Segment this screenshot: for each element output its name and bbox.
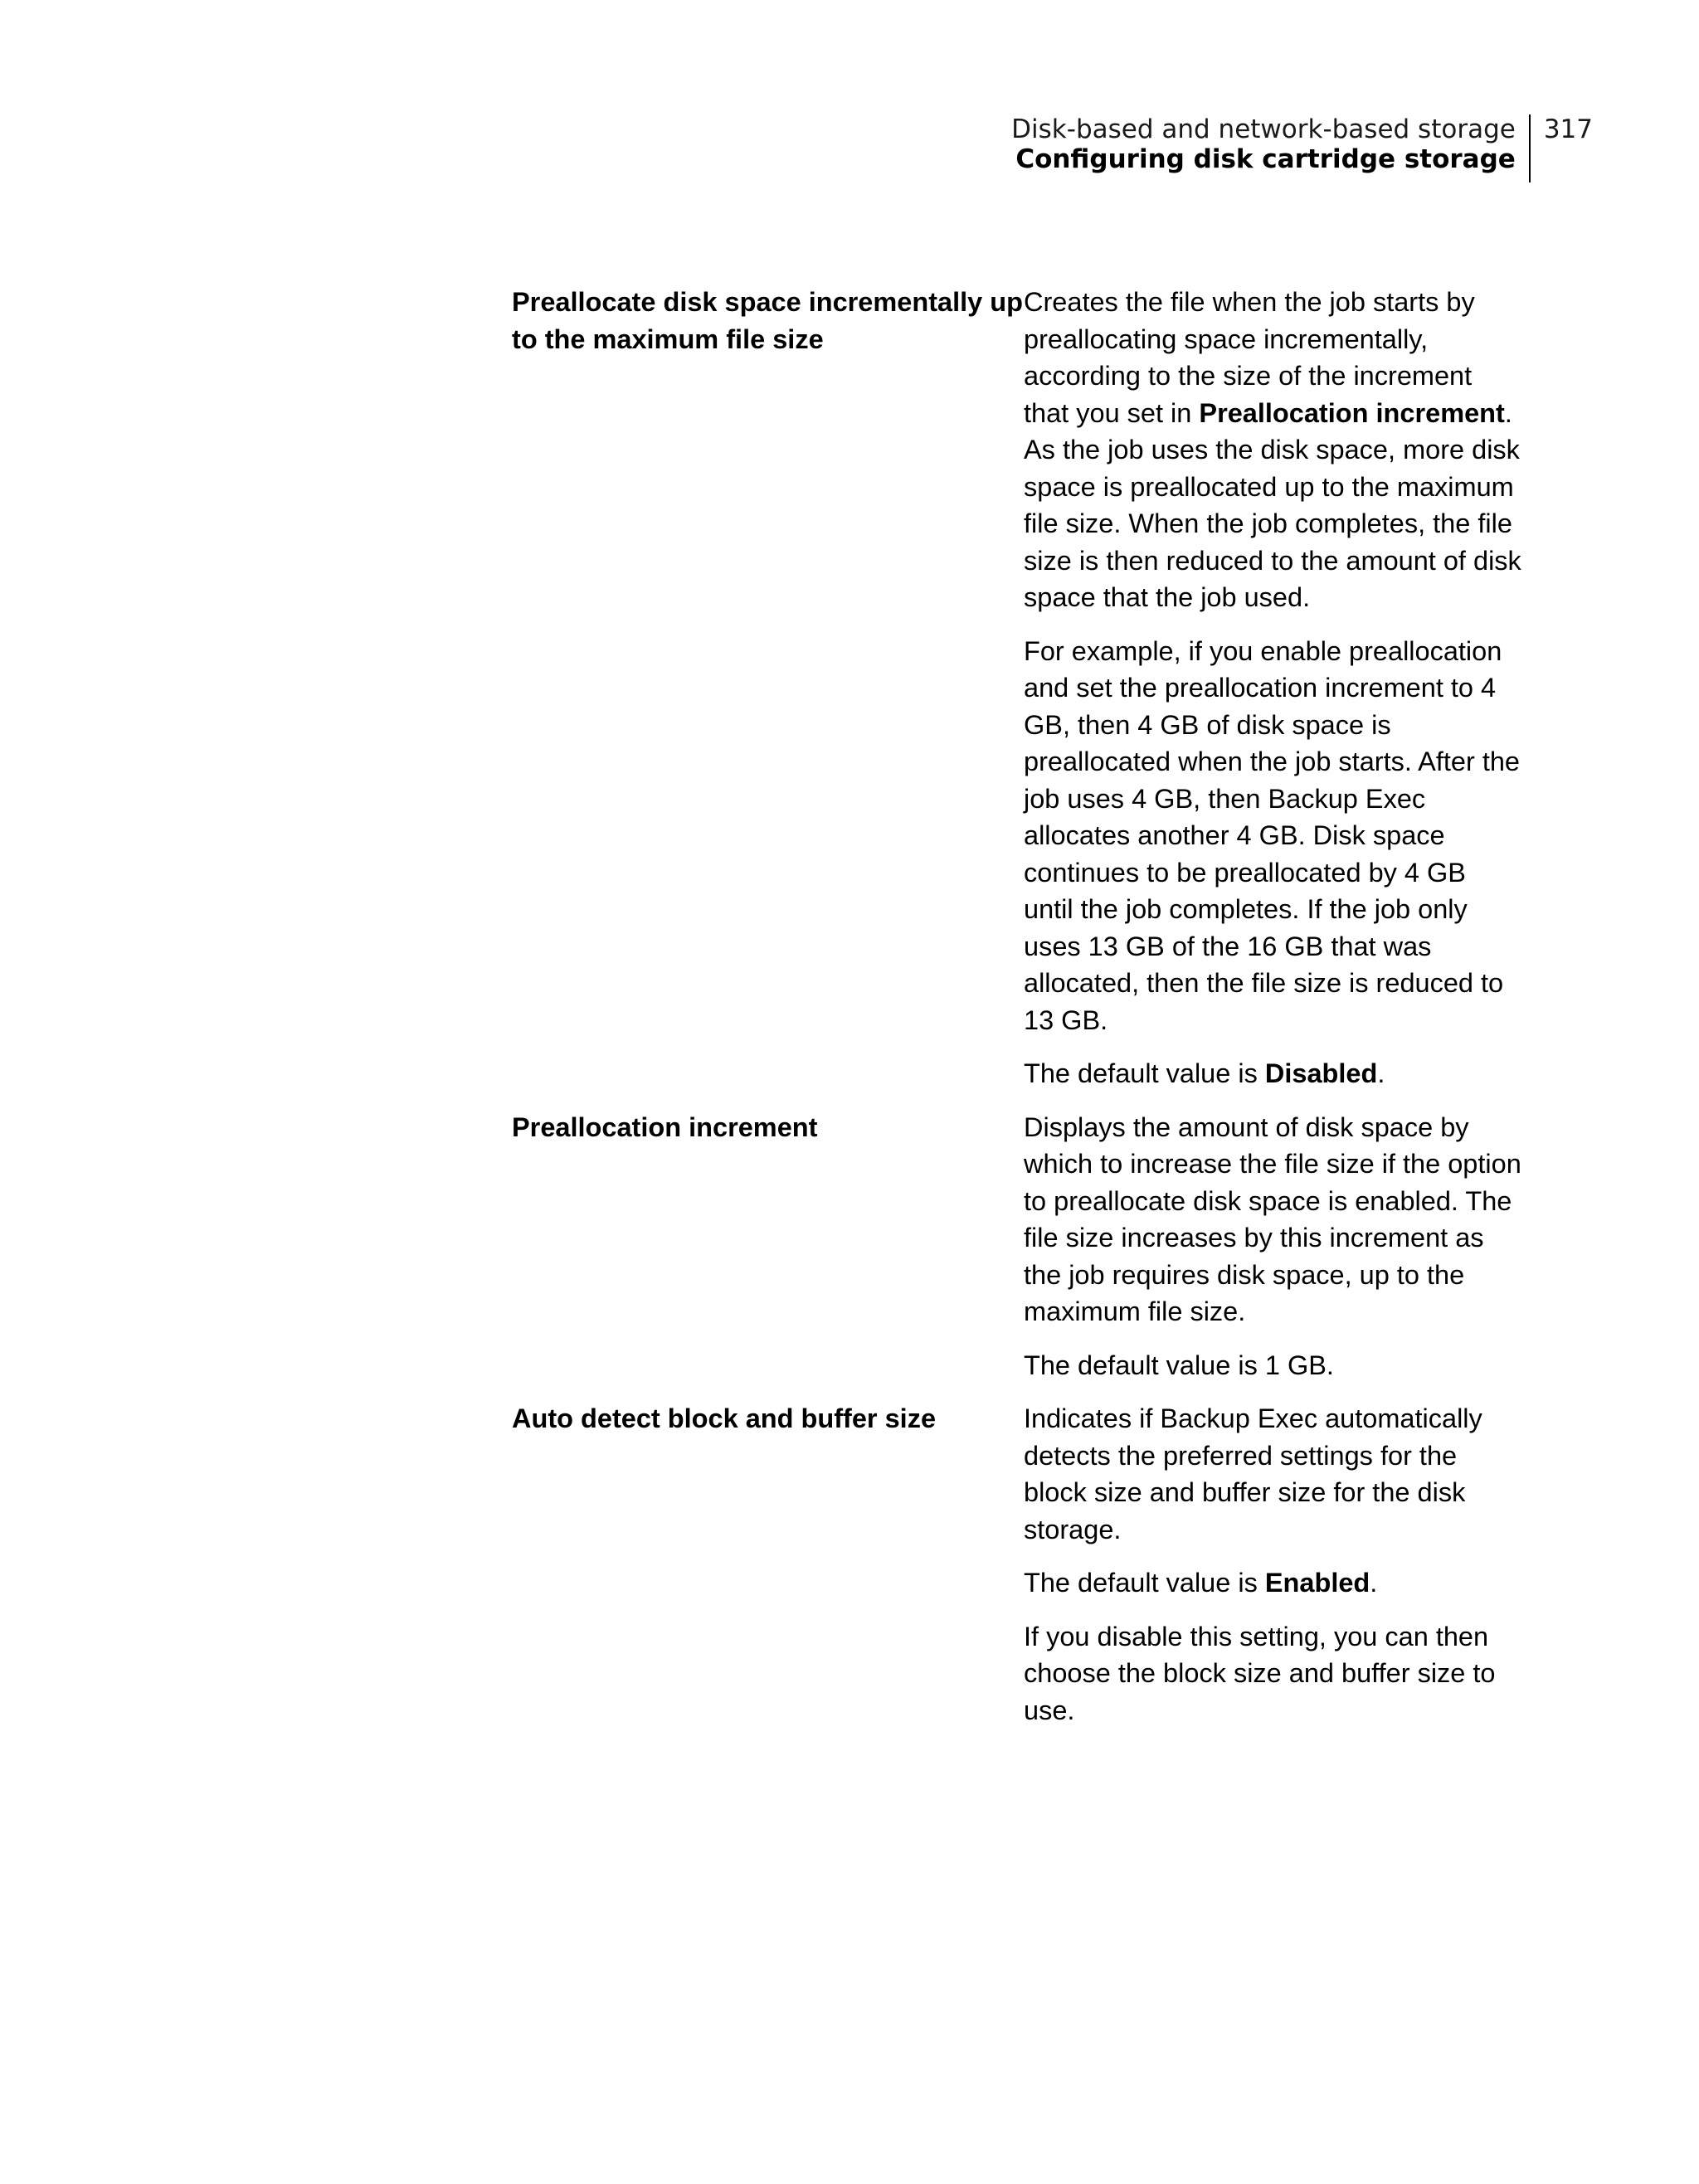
paragraph-text: . As the job uses the disk space, more disk space is preallocated up to the maximum file size. When the job completes, the file size is then reduced to the amount of disk space that the job used. — [1024, 397, 1521, 612]
running-header — [1011, 114, 1593, 182]
paragraph-text: For example, if you enable preallocation and set the preallocation increment to 4 GB, then 4 GB of disk space is preallocated when the job starts. After the job uses 4 GB, then Backup Exec allocates another 4 GB. Disk space continues to be preallocated by 4 GB until the job completes. If the job only uses 13 GB of the 16 GB that was allocated, then the file size is reduced to 13 GB. — [1024, 635, 1520, 1035]
paragraph-text: The default value is — [1024, 1058, 1265, 1088]
paragraph-bold-text: Enabled — [1264, 1568, 1370, 1598]
table-row — [512, 1109, 1524, 1384]
description-paragraph — [1024, 1055, 1521, 1092]
description-paragraph — [1024, 284, 1521, 616]
paragraph-text: . — [1370, 1568, 1378, 1598]
option-term: Preallocation increment — [512, 1111, 818, 1142]
paragraph-text: The default value is — [1024, 1568, 1265, 1598]
option-term: Auto detect block and buffer size — [512, 1403, 937, 1433]
option-description — [1024, 1109, 1521, 1384]
paragraph-text: The default value is 1 GB. — [1024, 1350, 1334, 1380]
description-paragraph — [1024, 1400, 1521, 1548]
description-paragraph — [1024, 1564, 1521, 1602]
chapter-title: Disk-based and network-based storage — [1011, 114, 1516, 144]
paragraph-bold-text: Disabled — [1264, 1058, 1378, 1088]
description-paragraph — [1024, 1347, 1521, 1384]
paragraph-text: Creates the file when the job starts by preallocating space incrementally, according to the size of the increment that you set in — [1024, 287, 1475, 428]
paragraph-text: Indicates if Backup Exec automatically detects the preferred settings for the block size and buffer size for the disk storage. — [1024, 1403, 1482, 1544]
paragraph-bold-text: Preallocation increment — [1199, 397, 1505, 428]
settings-table — [512, 284, 1524, 1745]
option-description — [1024, 1400, 1521, 1729]
paragraph-text: If you disable this setting, you can then choose the block size and buffer size to use. — [1024, 1621, 1496, 1725]
description-paragraph — [1024, 1109, 1521, 1330]
table-row — [512, 1400, 1524, 1729]
paragraph-text: Displays the amount of disk space by which to increase the file size if the option to preallocate disk space is enabled. The file size increases by this increment as the job requires disk space, up to the maximum file size. — [1024, 1111, 1521, 1326]
page-number: 317 — [1543, 114, 1593, 144]
header-titles — [1011, 114, 1529, 174]
option-description — [1024, 284, 1521, 1092]
description-paragraph — [1024, 633, 1521, 1039]
description-paragraph — [1024, 1618, 1521, 1729]
option-term: Preallocate disk space incrementally up to the maximum file size — [512, 287, 1023, 354]
paragraph-text: . — [1377, 1058, 1385, 1088]
section-title: Configuring disk cartridge storage — [1015, 144, 1516, 174]
table-row — [512, 284, 1524, 1092]
